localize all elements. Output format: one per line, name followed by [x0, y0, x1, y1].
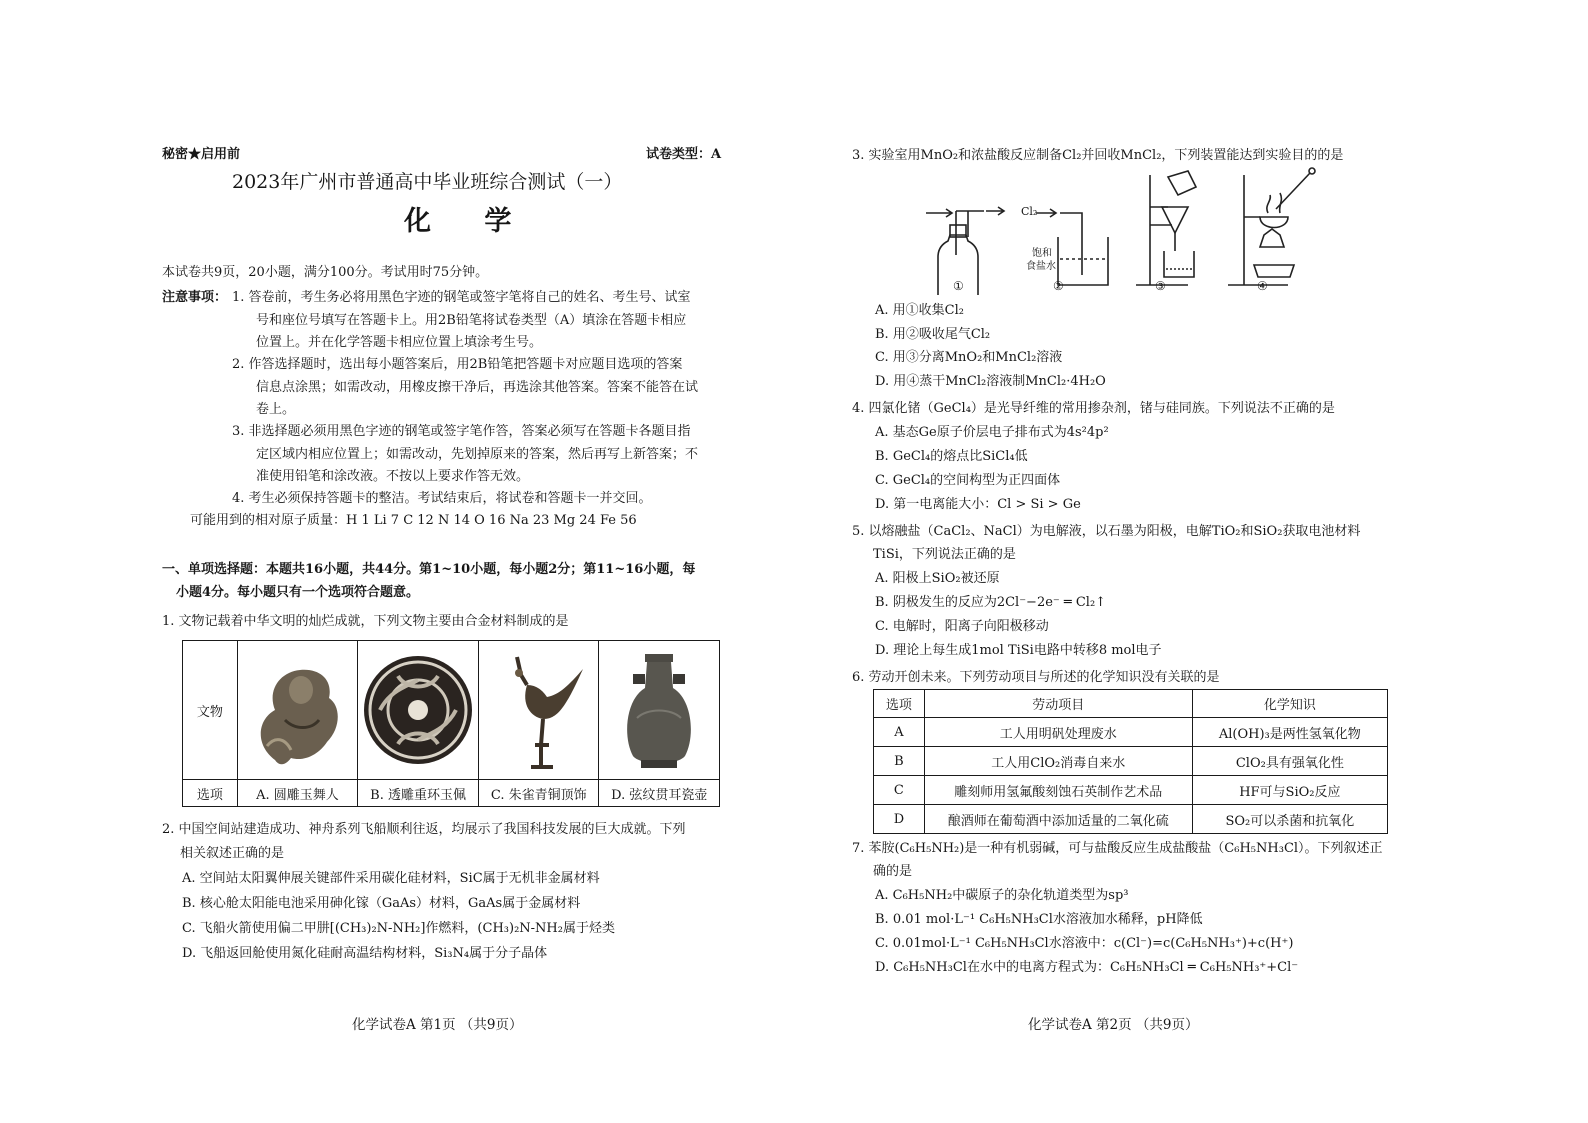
question-3-stem: 3. 实验室用MnO₂和浓盐酸反应制备Cl₂并回收MnCl₂，下列装置能达到实验目的的是 — [852, 148, 1344, 163]
row-label: 选项 — [183, 780, 238, 807]
artifact-porcelain-vase — [599, 641, 720, 780]
apparatus-label-3: ③ — [1155, 279, 1166, 293]
table-row — [874, 805, 1388, 834]
notice-line: 信息点涂黑；如需改动，用橡皮擦干净后，再选涂其他答案。答案不能答在试 — [256, 380, 699, 395]
section-heading: 一、单项选择题：本题共16小题，共44分。第1~10小题，每小题2分；第11~16小题，每 — [162, 562, 696, 577]
question-1-stem: 1. 文物记载着中华文明的灿烂成就，下列文物主要由合金材料制成的是 — [162, 614, 569, 629]
question-2-stem: 相关叙述正确的是 — [180, 846, 285, 861]
page-footer-right: 化学试卷A 第2页 （共9页） — [1028, 1017, 1199, 1033]
question-7-stem: 确的是 — [873, 864, 913, 879]
table-cell: 酿酒师在葡萄酒中添加适量的二氧化硫 — [924, 805, 1192, 834]
table-cell: B — [874, 747, 925, 776]
table-header: 劳动项目 — [924, 690, 1192, 718]
notice-line: 定区域内相应位置上；如需改动，先划掉原来的答案，然后再写上新答案；不 — [256, 447, 699, 462]
table-cell: 工人用明矾处理废水 — [924, 718, 1192, 747]
confidential-mark: 秘密★启用前 — [162, 147, 241, 162]
paper-type: 试卷类型：A — [646, 147, 722, 162]
question-4-stem: 4. 四氯化锗（GeCl₄）是光导纤维的常用掺杂剂，锗与硅同族。下列说法不正确的是 — [852, 401, 1335, 416]
question-7-stem: 7. 苯胺(C₆H₅NH₂)是一种有机弱碱，可与盐酸反应生成盐酸盐（C₆H₅NH₃Cl）。下列叙述正 — [852, 841, 1383, 856]
table-row — [874, 776, 1388, 805]
table-cell: HF可与SiO₂反应 — [1192, 776, 1387, 805]
notice-line: 4. 考生必须保持答题卡的整洁。考试结束后，将试卷和答题卡一并交回。 — [232, 491, 652, 506]
cl2-label: Cl₂ — [1021, 205, 1038, 218]
table-row — [874, 718, 1388, 747]
row-label: 文物 — [183, 641, 238, 780]
option-a: A. 圆雕玉舞人 — [237, 780, 357, 807]
artifact-table — [182, 640, 720, 807]
question-6-stem: 6. 劳动开创未来。下列劳动项目与所述的化学知识没有关联的是 — [852, 670, 1220, 685]
question-3-option-b: B. 用②吸收尾气Cl₂ — [875, 327, 991, 342]
question-5-option-c: C. 电解时，阳离子向阳极移动 — [875, 619, 1049, 634]
subject-title: 化 学 — [404, 206, 534, 237]
question-5-option-d: D. 理论上每生成1mol TiSi电路中转移8 mol电子 — [875, 643, 1162, 658]
section-heading: 小题4分。每小题只有一个选项符合题意。 — [176, 585, 420, 600]
question-2-stem: 2. 中国空间站建造成功、神舟系列飞船顺利往返，均展示了我国科技发展的巨大成就。下列 — [162, 822, 686, 837]
table-header: 选项 — [874, 690, 925, 718]
table-row — [874, 747, 1388, 776]
question-5-option-a: A. 阳极上SiO₂被还原 — [875, 571, 1000, 586]
labor-knowledge-table — [873, 689, 1388, 834]
exam-title: 2023年广州市普通高中毕业班综合测试（一） — [232, 171, 623, 193]
question-3-option-d: D. 用④蒸干MnCl₂溶液制MnCl₂·4H₂O — [875, 374, 1106, 389]
notice-label: 注意事项： — [162, 290, 228, 305]
page-footer-left: 化学试卷A 第1页 （共9页） — [352, 1017, 523, 1033]
notice-line: 准使用铅笔和涂改液。不按以上要求作答无效。 — [256, 469, 530, 484]
option-d: D. 弦纹贯耳瓷壶 — [599, 780, 720, 807]
lab-apparatus-diagram — [912, 165, 1332, 295]
table-cell: D — [874, 805, 925, 834]
table-cell: SO₂可以杀菌和抗氧化 — [1192, 805, 1387, 834]
table-cell: Al(OH)₃是两性氢氧化物 — [1192, 718, 1387, 747]
table-cell: 工人用ClO₂消毒自来水 — [924, 747, 1192, 776]
notice-line: 卷上。 — [256, 402, 296, 417]
table-cell: ClO₂具有强氧化性 — [1192, 747, 1387, 776]
option-b: B. 透雕重环玉佩 — [358, 780, 479, 807]
question-4-option-c: C. GeCl₄的空间构型为正四面体 — [875, 473, 1061, 488]
notice-line: 号和座位号填写在答题卡上。用2B铅笔将试卷类型（A）填涂在答题卡相应 — [256, 313, 687, 328]
table-cell: A — [874, 718, 925, 747]
question-2-option-b: B. 核心舱太阳能电池采用砷化镓（GaAs）材料，GaAs属于金属材料 — [182, 896, 581, 911]
question-2-option-c: C. 飞船火箭使用偏二甲肼[(CH₃)₂N-NH₂]作燃料，(CH₃)₂N-NH₂属于烃类 — [182, 921, 615, 936]
option-c: C. 朱雀青铜顶饰 — [479, 780, 599, 807]
table-cell: 雕刻师用氢氟酸刻蚀石英制作艺术品 — [924, 776, 1192, 805]
artifact-bronze-bird — [479, 641, 599, 780]
notice-line: 2. 作答选择题时，选出每小题答案后，用2B铅笔把答题卡对应题目选项的答案 — [232, 357, 683, 372]
question-2-option-d: D. 飞船返回舱使用氮化硅耐高温结构材料，Si₃N₄属于分子晶体 — [182, 946, 548, 961]
question-7-option-d: D. C₆H₅NH₃Cl在水中的电离方程式为：C₆H₅NH₃Cl ═ C₆H₅NH₃⁺+Cl⁻ — [875, 960, 1299, 975]
apparatus-label-1: ① — [953, 279, 964, 293]
notice-line: 3. 非选择题必须用黑色字迹的钢笔或签字笔作答，答案必须写在答题卡各题目指 — [232, 424, 691, 439]
artifact-jade-pendant — [358, 641, 479, 780]
question-4-option-d: D. 第一电离能大小：Cl > Si > Ge — [875, 497, 1081, 512]
intro-text: 本试卷共9页，20小题，满分100分。考试用时75分钟。 — [162, 265, 489, 280]
question-3-option-c: C. 用③分离MnO₂和MnCl₂溶液 — [875, 350, 1063, 365]
notice-line: 1. 答卷前，考生务必将用黑色字迹的钢笔或签字笔将自己的姓名、考生号、试室 — [232, 290, 691, 305]
notice-line: 位置上。并在化学答题卡相应位置上填涂考生号。 — [256, 335, 543, 350]
question-3-option-a: A. 用①收集Cl₂ — [875, 303, 964, 318]
question-4-option-a: A. 基态Ge原子价层电子排布式为4s²4p² — [875, 425, 1109, 440]
table-header: 化学知识 — [1192, 690, 1387, 718]
atomic-mass-line: 可能用到的相对原子质量：H 1 Li 7 C 12 N 14 O 16 Na 23 Mg 24 Fe 56 — [190, 513, 637, 528]
question-7-option-b: B. 0.01 mol·L⁻¹ C₆H₅NH₃Cl水溶液加水稀释，pH降低 — [875, 912, 1203, 927]
table-cell: C — [874, 776, 925, 805]
question-7-option-c: C. 0.01mol·L⁻¹ C₆H₅NH₃Cl水溶液中：c(Cl⁻)=c(C₆H₅NH₃⁺)+c(H⁺) — [875, 936, 1294, 951]
question-2-option-a: A. 空间站太阳翼伸展关键部件采用碳化硅材料，SiC属于无机非金属材料 — [182, 871, 600, 886]
artifact-jade-dancer — [237, 641, 357, 780]
apparatus-label-4: ④ — [1257, 279, 1268, 293]
question-5-option-b: B. 阴极发生的反应为2Cl⁻−2e⁻ ═ Cl₂↑ — [875, 595, 1107, 610]
question-5-stem: TiSi，下列说法正确的是 — [873, 547, 1016, 562]
question-7-option-a: A. C₆H₅NH₂中碳原子的杂化轨道类型为sp³ — [875, 888, 1129, 903]
brine-label: 食盐水 — [1026, 261, 1056, 272]
brine-label: 饱和 — [1032, 248, 1052, 259]
question-5-stem: 5. 以熔融盐（CaCl₂、NaCl）为电解液，以石墨为阳极，电解TiO₂和SiO₂获取电池材料 — [852, 524, 1361, 539]
question-4-option-b: B. GeCl₄的熔点比SiCl₄低 — [875, 449, 1028, 464]
apparatus-label-2: ② — [1053, 279, 1064, 293]
